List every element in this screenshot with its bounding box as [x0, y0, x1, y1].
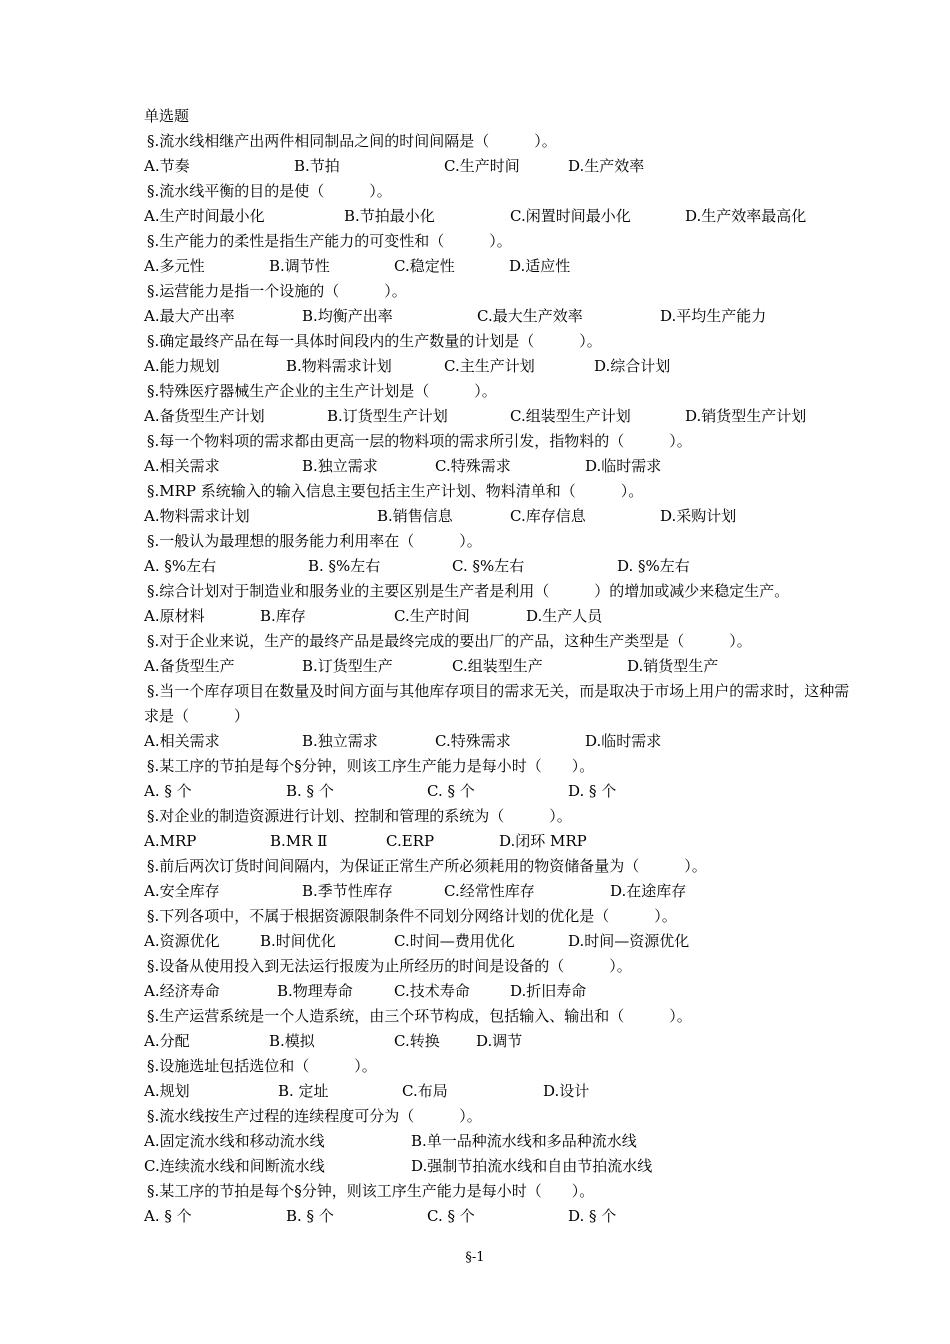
option-row: [144, 204, 864, 229]
option-d: D.适应性: [509, 257, 571, 275]
option-d: D.综合计划: [594, 357, 671, 375]
option-a: A.节奏: [144, 157, 190, 175]
option-c: C.技术寿命: [394, 982, 470, 1000]
question-text: §.特殊医疗器械生产企业的主生产计划是（ ）。: [147, 382, 497, 400]
option-a: A.分配: [144, 1032, 190, 1050]
option-a: A.相关需求: [144, 732, 220, 750]
option-c: C.最大生产效率: [477, 307, 583, 325]
option-b: B.单一品种流水线和多品种流水线: [411, 1132, 637, 1150]
option-d: D.生产效率: [568, 157, 645, 175]
question-text: §.设施选址包括选位和（ ）。: [147, 1057, 377, 1075]
option-d: D.生产效率最高化: [685, 207, 807, 225]
option-c: C.ERP: [386, 832, 435, 850]
page-number: §-1: [465, 1250, 485, 1265]
question-text: §.MRP 系统输入的输入信息主要包括主生产计划、物料清单和（ ）。: [147, 482, 644, 500]
option-row: [144, 454, 864, 479]
option-a: A. §%左右: [144, 557, 217, 575]
option-row: [144, 1029, 864, 1054]
option-b: B. § 个: [286, 1207, 334, 1225]
option-row: [144, 554, 864, 579]
option-a: A.备货型生产: [144, 657, 235, 675]
option-d: D.在途库存: [610, 882, 687, 900]
question-list: [144, 104, 864, 1229]
option-d: D. § 个: [568, 782, 617, 800]
option-b: B.订货型生产计划: [327, 407, 448, 425]
option-b: B.MR Ⅱ: [270, 832, 328, 850]
question-text: §.流水线按生产过程的连续程度可分为（ ）。: [147, 1107, 482, 1125]
option-c: C. § 个: [427, 1207, 475, 1225]
option-a: A.固定流水线和移动流水线: [144, 1132, 325, 1150]
option-b: B.物料需求计划: [286, 357, 392, 375]
option-d: D.时间—资源优化: [568, 932, 690, 950]
option-c: C. § 个: [427, 782, 475, 800]
option-a: A.资源优化: [144, 932, 220, 950]
option-a: A.规划: [144, 1082, 190, 1100]
option-c: C.特殊需求: [435, 732, 511, 750]
option-row: [144, 879, 864, 904]
question-text: §.每一个物料项的需求都由更高一层的物料项的需求所引发，指物料的（ ）。: [147, 432, 692, 450]
option-a: A.物料需求计划: [144, 507, 250, 525]
option-c: C.组装型生产计划: [510, 407, 631, 425]
option-d: D.采购计划: [660, 507, 737, 525]
option-row: [144, 929, 864, 954]
option-d: D.临时需求: [585, 732, 662, 750]
option-b: B.均衡产出率: [302, 307, 393, 325]
option-c: C.闲置时间最小化: [510, 207, 631, 225]
option-c: C.转换: [394, 1032, 440, 1050]
option-c: C.连续流水线和间断流水线: [144, 1157, 325, 1175]
question-text: §.一般认为最理想的服务能力利用率在（ ）。: [147, 532, 482, 550]
option-b: B. 定址: [278, 1082, 329, 1100]
question-text: §.对企业的制造资源进行计划、控制和管理的系统为（ ）。: [147, 807, 572, 825]
option-row: [144, 404, 864, 429]
option-c: C.组装型生产: [452, 657, 543, 675]
option-a: A. § 个: [144, 1207, 192, 1225]
option-d: D.设计: [543, 1082, 590, 1100]
option-c: C.库存信息: [510, 507, 586, 525]
question-text: §.当一个库存项目在数量及时间方面与其他库存项目的需求无关，而是取决于市场上用户的需求时，这种需求是（ ）: [144, 682, 850, 725]
option-b: B.季节性库存: [302, 882, 393, 900]
question-text: §.某工序的节拍是每个§分钟，则该工序生产能力是每小时（ ）。: [147, 1182, 595, 1200]
option-b: B.模拟: [269, 1032, 315, 1050]
option-c: C.特殊需求: [435, 457, 511, 475]
option-d: D. §%左右: [617, 557, 690, 575]
option-d: D.销货型生产计划: [685, 407, 807, 425]
option-row: [144, 654, 864, 679]
question-text: §.综合计划对于制造业和服务业的主要区别是生产者是利用（ ）的增加或减少来稳定生产。: [147, 582, 790, 600]
question-text: §.对于企业来说，生产的最终产品是最终完成的要出厂的产品，这种生产类型是（ ）。: [147, 632, 752, 650]
option-d: D.生产人员: [526, 607, 603, 625]
question-text: §.生产能力的柔性是指生产能力的可变性和（ ）。: [147, 232, 512, 250]
section-heading: 单选题: [144, 107, 190, 125]
question-text: §.前后两次订货时间间隔内，为保证正常生产所必须耗用的物资储备量为（ ）。: [147, 857, 707, 875]
option-row: [144, 604, 864, 629]
option-b: B.库存: [260, 607, 306, 625]
option-a: A.安全库存: [144, 882, 220, 900]
option-row: [144, 304, 864, 329]
option-b: B.销售信息: [377, 507, 453, 525]
option-row: [144, 829, 864, 854]
option-b: B.节拍: [294, 157, 340, 175]
option-c: C.主生产计划: [444, 357, 535, 375]
option-b: B. §%左右: [308, 557, 381, 575]
question-text: §.运营能力是指一个设施的（ ）。: [147, 282, 407, 300]
option-row: [144, 1154, 864, 1179]
option-row: [144, 979, 864, 1004]
option-a: A.最大产出率: [144, 307, 235, 325]
option-d: D.闭环 MRP: [499, 832, 587, 850]
option-a: A.原材料: [144, 607, 205, 625]
option-d: D.折旧寿命: [510, 982, 587, 1000]
option-b: B.独立需求: [302, 457, 378, 475]
option-row: [144, 1129, 864, 1154]
option-d: D.调节: [476, 1032, 523, 1050]
option-row: [144, 1204, 864, 1229]
option-a: A. § 个: [144, 782, 192, 800]
option-row: [144, 504, 864, 529]
question-text: §.下列各项中，不属于根据资源限制条件不同划分网络计划的优化是（ ）。: [147, 907, 677, 925]
question-text: §.设备从使用投入到无法运行报废为止所经历的时间是设备的（ ）。: [147, 957, 632, 975]
option-c: C. §%左右: [452, 557, 525, 575]
option-a: A.相关需求: [144, 457, 220, 475]
option-b: B. § 个: [286, 782, 334, 800]
option-c: C.生产时间: [394, 607, 470, 625]
option-d: D. § 个: [568, 1207, 617, 1225]
option-c: C.经常性库存: [444, 882, 535, 900]
question-text: §.确定最终产品在每一具体时间段内的生产数量的计划是（ ）。: [147, 332, 602, 350]
question-text: §.流水线平衡的目的是使（ ）。: [147, 182, 392, 200]
option-a: A.生产时间最小化: [144, 207, 265, 225]
option-c: C.布局: [402, 1082, 448, 1100]
option-d: D.临时需求: [585, 457, 662, 475]
option-b: B.订货型生产: [302, 657, 393, 675]
option-c: C.生产时间: [444, 157, 520, 175]
option-row: [144, 154, 864, 179]
option-c: C.时间—费用优化: [394, 932, 515, 950]
option-b: B.节拍最小化: [344, 207, 435, 225]
option-a: A.能力规划: [144, 357, 220, 375]
option-row: [144, 1079, 864, 1104]
option-a: A.MRP: [144, 832, 197, 850]
option-d: D.强制节拍流水线和自由节拍流水线: [411, 1157, 653, 1175]
option-row: [144, 354, 864, 379]
option-b: B.调节性: [269, 257, 330, 275]
option-a: A.备货型生产计划: [144, 407, 265, 425]
option-a: A.多元性: [144, 257, 205, 275]
option-row: [144, 254, 864, 279]
option-d: D.平均生产能力: [660, 307, 767, 325]
option-b: B.时间优化: [260, 932, 336, 950]
option-b: B.独立需求: [302, 732, 378, 750]
option-a: A.经济寿命: [144, 982, 220, 1000]
question-text: §.某工序的节拍是每个§分钟，则该工序生产能力是每小时（ ）。: [147, 757, 595, 775]
option-row: [144, 779, 864, 804]
option-c: C.稳定性: [394, 257, 455, 275]
option-d: D.销货型生产: [627, 657, 719, 675]
option-row: [144, 729, 864, 754]
question-text: §.流水线相继产出两件相同制品之间的时间间隔是（ ）。: [147, 132, 557, 150]
option-b: B.物理寿命: [277, 982, 353, 1000]
question-text: §.生产运营系统是一个人造系统，由三个环节构成，包括输入、输出和（ ）。: [147, 1007, 692, 1025]
